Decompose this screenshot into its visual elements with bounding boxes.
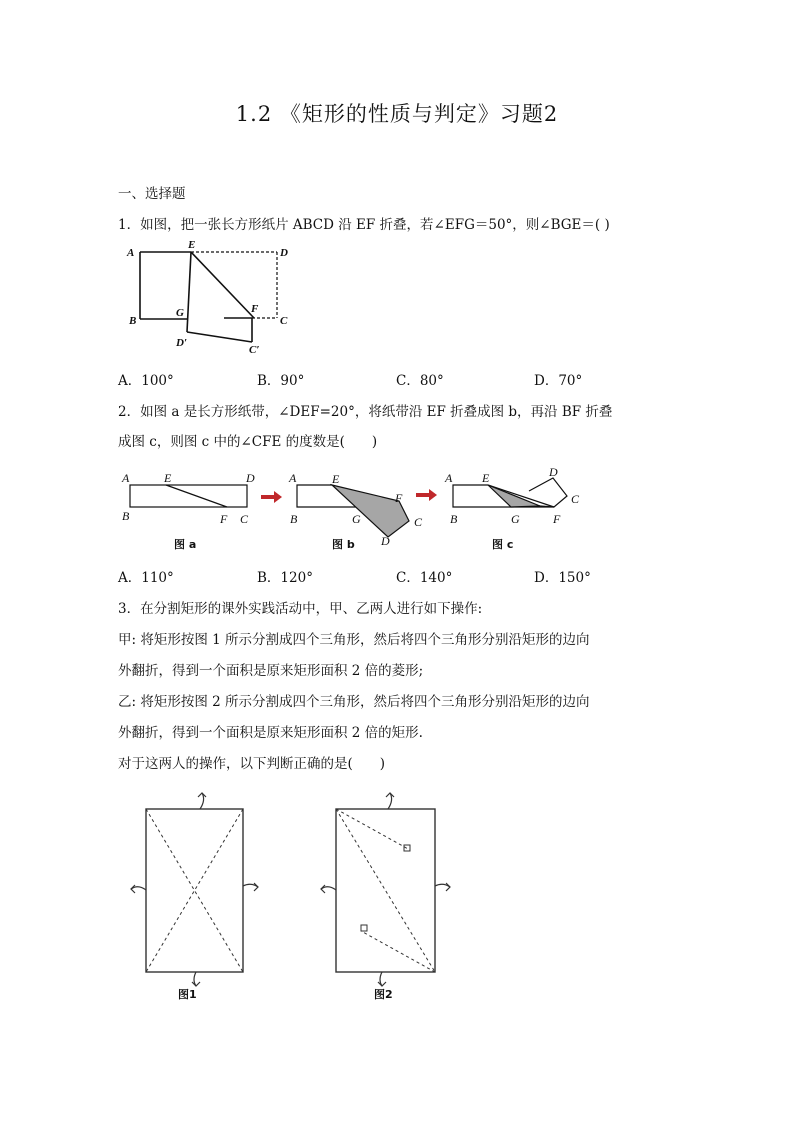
q2-arrow-2-icon bbox=[416, 489, 437, 501]
q2c-label-b: B bbox=[450, 512, 458, 526]
q2a-label-c: C bbox=[240, 512, 249, 526]
q2-caption-c: 图 c bbox=[492, 538, 514, 551]
q2b-label-g: G bbox=[352, 512, 361, 526]
q1-label-dprime: D′ bbox=[176, 337, 188, 349]
q1-label-d: D bbox=[280, 247, 288, 259]
q2-option-d[interactable]: D．150° bbox=[534, 570, 591, 586]
q3-stem: 3．在分割矩形的课外实践活动中，甲、乙两人进行如下操作: bbox=[118, 601, 483, 617]
q2a-label-d: D bbox=[246, 471, 255, 485]
q2-stem-line1: 2．如图 a 是长方形纸带，∠DEF=20°，将纸带沿 EF 折叠成图 b，再沿 BF 折叠 bbox=[118, 404, 613, 420]
q3-question: 对于这两人的操作，以下判断正确的是( ) bbox=[118, 756, 386, 772]
q2b-label-c: C bbox=[414, 515, 423, 529]
q3-fig-2 bbox=[336, 809, 435, 972]
q2b-label-f: F bbox=[395, 491, 403, 505]
q1-option-a[interactable]: A．100° bbox=[118, 373, 174, 389]
page-title: 1.2 《矩形的性质与判定》习题2 bbox=[235, 102, 559, 126]
q3-fig2-flip-arrows-icon bbox=[321, 793, 450, 986]
q1-rect-shape bbox=[140, 252, 254, 342]
q1-label-c: C bbox=[280, 315, 288, 327]
q1-label-f: F bbox=[251, 303, 259, 315]
q3-fig-1 bbox=[146, 809, 243, 972]
q1-label-g: G bbox=[176, 307, 184, 319]
q1-stem: 1．如图，把一张长方形纸片 ABCD 沿 EF 折叠，若∠EFG＝50°，则∠BGE＝( ) bbox=[118, 217, 610, 233]
q2a-label-b: B bbox=[122, 509, 130, 523]
q1-label-e: E bbox=[188, 239, 196, 251]
q2b-label-b: B bbox=[290, 512, 298, 526]
q2-fig-b bbox=[297, 485, 409, 537]
q2c-label-d: D bbox=[549, 465, 558, 479]
q1-dashed-lines bbox=[191, 252, 277, 318]
q1-label-a: A bbox=[127, 247, 135, 259]
q2-caption-a: 图 a bbox=[174, 538, 197, 551]
q3-figures bbox=[120, 790, 460, 1010]
q3-fig1-flip-arrows-icon bbox=[131, 793, 258, 986]
q2c-label-a: A bbox=[445, 471, 453, 485]
q1-option-d[interactable]: D．70° bbox=[534, 373, 583, 389]
q3-caption-fig2: 图2 bbox=[374, 988, 393, 1001]
q2-option-a[interactable]: A．110° bbox=[118, 570, 174, 586]
q2-stem-line2: 成图 c，则图 c 中的∠CFE 的度数是( ) bbox=[118, 434, 378, 450]
q2-arrow-1-icon bbox=[261, 491, 282, 503]
q2-option-b[interactable]: B．120° bbox=[257, 570, 313, 586]
q2c-label-f: F bbox=[553, 512, 561, 526]
q2-figures bbox=[116, 460, 596, 560]
q2a-label-a: A bbox=[122, 471, 130, 485]
q2-caption-b: 图 b bbox=[332, 538, 355, 551]
q2a-label-e: E bbox=[164, 471, 172, 485]
q3-yi-line1: 乙: 将矩形按图 2 所示分割成四个三角形，然后将四个三角形分别沿矩形的边向 bbox=[118, 694, 590, 710]
q2c-label-c: C bbox=[571, 492, 580, 506]
q3-jia-line2: 外翻折，得到一个面积是原来矩形面积 2 倍的菱形; bbox=[118, 663, 424, 679]
q3-jia-line1: 甲: 将矩形按图 1 所示分割成四个三角形，然后将四个三角形分别沿矩形的边向 bbox=[118, 632, 590, 648]
q1-option-c[interactable]: C．80° bbox=[396, 373, 444, 389]
q2c-label-e: E bbox=[482, 471, 490, 485]
q3-yi-line2: 外翻折，得到一个面积是原来矩形面积 2 倍的矩形. bbox=[118, 725, 423, 741]
q2b-label-a: A bbox=[289, 471, 297, 485]
section-heading: 一、选择题 bbox=[118, 186, 186, 202]
q2-fig-a bbox=[130, 485, 247, 507]
q1-figure bbox=[124, 236, 296, 360]
q1-option-b[interactable]: B．90° bbox=[257, 373, 305, 389]
q2b-label-e: E bbox=[332, 472, 340, 486]
q3-caption-fig1: 图1 bbox=[178, 988, 197, 1001]
q2-option-c[interactable]: C．140° bbox=[396, 570, 453, 586]
q2a-label-f: F bbox=[220, 512, 228, 526]
q1-label-b: B bbox=[129, 315, 137, 327]
q2b-label-d: D bbox=[381, 534, 390, 548]
q2-fig-c bbox=[453, 478, 567, 507]
q1-label-cprime: C′ bbox=[249, 344, 260, 356]
q2c-label-g: G bbox=[511, 512, 520, 526]
